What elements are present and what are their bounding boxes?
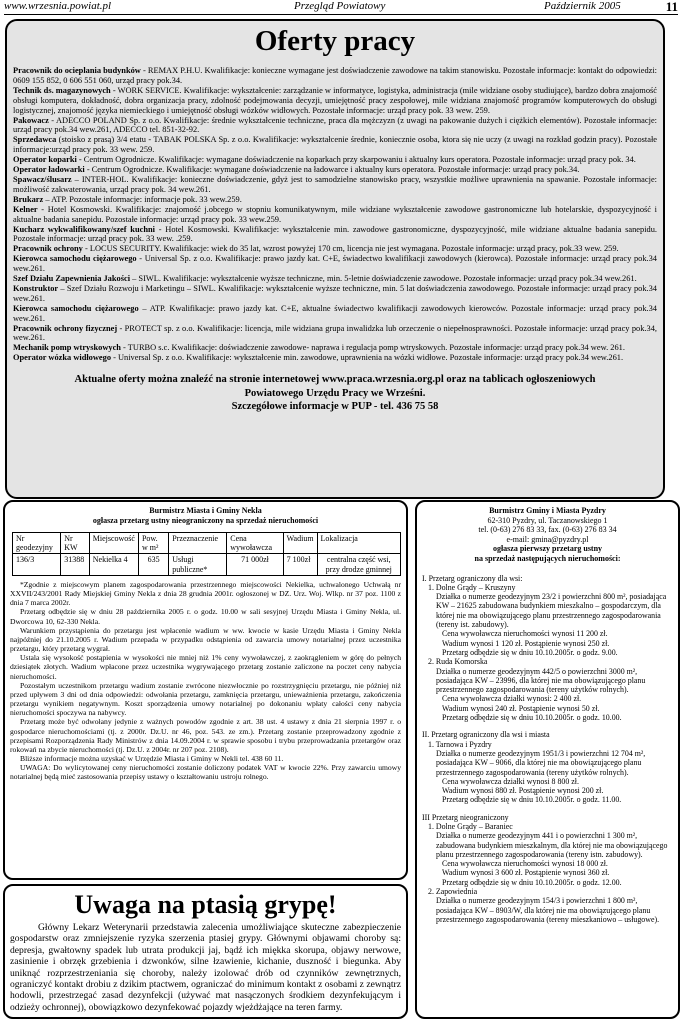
offer-item — [13, 205, 657, 225]
offer-details: - Hotel Kosmowski. Kwalifikacje: znajomość j.obcego w stopniu komunikatywnym, mile widziane wykształcenie zawodowe gastronomiczne lub hotelarskie, dyspozycyjność i aktualne badania sanepidu. Pozostałe informacje: urząd pracy pok. 33 wew.259. — [13, 204, 657, 224]
offer-item — [13, 165, 657, 175]
offers-footer-line: Powiatowego Urzędu Pracy we Wrześni. — [244, 387, 426, 399]
pyzdry-line: I. Przetarg ograniczony dla wsi: — [422, 573, 523, 583]
offer-position: Kierowca samochodu ciężarowego — [13, 254, 137, 264]
offer-position: Kierowca samochodu ciężarowego — [13, 303, 139, 313]
offers-footer — [13, 373, 657, 414]
table-header-cell: Lokalizacja — [317, 533, 400, 554]
offer-details: - ADECCO POLAND Sp. z o.o. Kwalifikacje: średnie wykształcenie techniczne, praca dla mężczyzn (z uwagi na pakowanie dużych i ciężkich elementów). Pozostałe informacje: urząd pracy pok.34 wew.261, ADECCO tel. 851-32-92. — [13, 115, 657, 135]
nekla-paragraph: Pozostałym uczestnikom przetargu wadium zostanie zwrócone niezwłocznie po rozstrzygnięciu przetargu, nie później niż przed upływem 3 dni od dnia odpowiedzi: odwołania przetargu, zamknięcia przetargu, unieważnienia przetargu, zakończenia przetargu wynikiem negatywnym. Koszt sporządzenia umowy notarialnej po dokonaniu wpłaty całości ceny nabycia nieruchomości spoczywa na nabywcy. — [10, 680, 401, 718]
offer-position: Kelner — [13, 204, 38, 214]
offer-item — [13, 86, 657, 116]
job-offers-box — [5, 19, 665, 499]
offer-item — [13, 254, 657, 274]
offer-item — [13, 195, 657, 205]
table-cell: Nekielka 4 — [89, 554, 138, 576]
offer-position: Brukarz — [13, 194, 44, 204]
table-header-cell: Cena wywoławcza — [227, 533, 283, 554]
offer-details: – Szef Działu Rozwoju i Marketingu – SIWL. Kwalifikacje: wykształcenie wyższe techniczne, min. 5 lat doświadczenia zawodowego. Pozostałe informacje: urząd pracy pok.34 wew.261. — [13, 283, 657, 303]
offer-position: Konstruktor — [13, 283, 59, 293]
pyzdry-header-line: tel. (0-63) 276 83 33, fax. (0-63) 276 83 34 — [478, 525, 617, 535]
offer-position: Pracownik do ocieplania budynków — [13, 66, 141, 75]
nekla-paragraph: Ustala się wysokość postąpienia w wysokości nie mniej niż 1% ceny wywoławczej, z zaokrągleniem w górę do pełnych dziesiątek złotych. Wadium wpłacone przez uczestnika wygrywającego przetarg zostanie zaliczone na poczet ceny nabycia nieruchomości. — [10, 653, 401, 681]
table-header-cell: Miejscowość — [89, 533, 138, 554]
nekla-body — [10, 580, 401, 781]
pyzdry-line: Działka o numerze geodezyjnym 23/2 i powierzchni 800 m², posiadająca KW – 21625 zabudowana budynkiem mieszkalno – gospodarczym, dla której nie ma obowiązującego planu przestrzennego zagospodarowania (tereny ist. zabudowy). — [436, 592, 667, 630]
pyzdry-line: Przetarg odbędzie się w dniu 10.10.2005r. o godz. 11.00. — [442, 795, 622, 805]
nekla-paragraph: Przetarg może być odwołany jedynie z ważnych powodów zgodnie z art. 38 ust. 4 ustawy z dnia 21 sierpnia 1997 r. o gospodarce nieruchomościami (tj. z 2000r. Dz.U. nr 46, poz. 543. ze zm.). Przetarg zostanie przeprowadzony zgodnie z przepisami Rozporządzenia Rady Ministrów z dnia 14.09.2004 r. w sprawie sposobu i trybu przeprowadzania przetargów oraz rokowań na zbycie nieruchomości (tj. Dz.U. z 2004r. nr 207 poz. 2108). — [10, 717, 401, 754]
table-cell: 136/3 — [13, 554, 61, 576]
offer-details: - Centrum Ogrodnicze. Kwalifikacje: wymagane doświadczenie na ładowarce i aktualny kurs operatora. Pozostałe informacje: urząd pracy pok.34. — [84, 165, 580, 175]
pyzdry-line: Wadium wynosi 3 600 zł. Postąpienie wynosi 360 zł. — [442, 868, 610, 878]
nekla-paragraph: Warunkiem przystąpienia do przetargu jest wpłacenie wadium w ww. kwocie w kasie Urzędu Miasta i Gminy Nekla najpóźniej do 21.10.2005 r. Wadium przepada w przypadku odstąpienia od zawarcia umowy notarialnej przez uczestnika przetargu, który przetarg wygrał. — [10, 625, 401, 654]
offer-details: - Hotel Kosmowski. Kwalifikacje: wykształcenie min. zawodowe gastronomiczne, dyspozycyjność, mile widziane aktualne badania sanepidu. Pozostałe informacje: urząd pracy pok. 33 wew. .259. — [13, 224, 657, 244]
bird-flu-notice — [3, 884, 408, 1019]
table-header-cell: Nr KW — [61, 533, 90, 554]
pyzdry-line: Wadium wynosi 240 zł. Postąpienie wynosi 50 zł. — [442, 703, 600, 713]
offer-item — [13, 284, 657, 304]
pyzdry-line: 2. Zapowiednia — [428, 887, 478, 897]
offers-footer-line: Aktualne oferty można znaleźć na stronie internetowej www.praca.wrzesnia.org.pl oraz na tablicach ogłoszeniowych — [74, 374, 596, 386]
table-header-cell: Nr geodezyjny — [13, 533, 61, 554]
offer-item — [13, 66, 657, 86]
offer-details: – INTER-HOL. Kwalifikacje: konieczne doświadczenie, gdyż jest to samodzielne stanowisko pracy, wszystkie możliwe uprawnienia na spawanie. Pozostałe informacje: możliwość zakwaterowania, urząd pracy pok. 34 wew.261. — [13, 174, 657, 194]
pyzdry-line: Wadium wynosi 880 zł. Postąpienie wynosi 200 zł. — [442, 786, 604, 796]
pyzdry-line: Działka o numerze geodezyjnym 154/3 i powierzchni 1 800 m², posiadająca KW – 8903/W, dla której nie ma obowiązującego planu przestrzennego zagospodarowania (tereny mieszkaniowo – usługowe). — [436, 896, 660, 924]
nekla-announcement — [3, 500, 408, 880]
offer-position: Spawacz/ślusarz — [13, 174, 72, 184]
offer-item — [13, 155, 657, 165]
pyzdry-line: III Przetarg nieograniczony — [422, 812, 509, 822]
nekla-paragraph: Przetarg odbędzie się w dniu 28 października 2005 r. o godz. 10.00 w sali sesyjnej Urzędu Miasta i Gminy Nekla, ul. Dworcowa 10, 62-330 Nekla. — [10, 607, 401, 626]
pyzdry-header-line: ogłasza pierwszy przetarg ustny — [492, 544, 603, 554]
pyzdry-line: II. Przetarg ograniczony dla wsi i miasta — [422, 730, 550, 740]
offer-details: - TURBO s.c. Kwalifikacje: doświadczenie zawodowe- naprawa i regulacja pomp wtryskowych. Pozostałe informacje: urząd pracy pok.34 wew. 261. — [120, 343, 625, 353]
offer-details: - PROTECT sp. z o.o. Kwalifikacje: licencja, mile widziana grupa inwalidzka lub orzeczenie o niepełnosprawności. Pozostałe informacje: urząd pracy pok.34, wew.261. — [13, 323, 657, 343]
offer-position: Operator ładowarki — [13, 165, 85, 175]
offer-details: - Universal Sp. z o.o. Kwalifikacje: prawo jazdy kat. C+E, świadectwo kwalifikacji zawodowych (kierowca). Pozostałe informacje: urząd pracy pok.34 wew.261. — [13, 254, 657, 274]
bird-flu-title: Uwaga na ptasią grypę! — [74, 890, 337, 919]
pyzdry-header-line: Burmistrz Gminy i Miasta Pyzdry — [489, 506, 606, 515]
offer-details: - Universal Sp. z o.o. Kwalifikacje: wykształcenie min. zawodowe, uprawnienia na wózki widłowe. Pozostałe informacje: urząd pracy pok.34 wew.261. — [111, 353, 624, 363]
pyzdry-header — [422, 506, 673, 564]
offer-position: Szef Działu Zapewnienia Jakości — [13, 274, 131, 284]
nekla-paragraph: Bliższe informacje można uzyskać w Urzędzie Miasta i Gminy w Nekli tel. 438 60 11. — [20, 753, 284, 763]
offer-position: Pakowacz — [13, 115, 49, 125]
offer-position: Operator wózka widłowego — [13, 353, 112, 363]
offer-details: - WORK SERVICE. Kwalifikacje: wykształcenie: zarządzanie w informatyce, logistyka, administracja (mile widziane osoby studiujące), bardzo dobra znajomość obsługi komputera, dokładność, dobra organizacja pracy, zdolność podejmowania decyzji, umiejętność pracy zespołowej, mile widziana znajomość programów komputerowych do obsługi logistycznej, znajomość języka niemieckiego i umiejętność obsługi wózków widłowych. Pozostałe informacje: urząd pracy pok. 33 wew. 259. — [13, 85, 657, 115]
offer-item — [13, 324, 657, 344]
pyzdry-line: Działka o numerze geodezyjnym 1951/3 i powierzchni 12 704 m², posiadająca KW – 9066, dla której nie ma obowiązującego planu przestrzennego zagospodarowania (tereny użytków rolnych). — [436, 748, 646, 777]
offer-details: (stoisko z prasą) 3/4 etatu - TABAK POLSKA Sp. z o.o. Kwalifikacje: wykształcenie średnie, koniecznie osoba, ktora się nie uczy (z uwagi na rozkład godzin pracy). Pozostałe informacje:urząd pracy pok. 33 wew. 259. — [13, 135, 657, 155]
pyzdry-announcement — [415, 500, 680, 1019]
table-header-row — [13, 533, 401, 554]
offer-item — [13, 343, 657, 353]
pyzdry-header-line: na sprzedaż następujących nieruchomości: — [474, 553, 621, 563]
pyzdry-line: Cena wywoławcza działki wynosi 8 800 zł. — [442, 776, 579, 786]
table-row — [13, 554, 401, 576]
table-cell: 7 100zł — [283, 554, 317, 576]
table-header-cell: Pow. w m² — [138, 533, 168, 554]
nekla-paragraph: UWAGA: Do wylicytowanej ceny nieruchomości zostanie doliczony podatek VAT w kwocie 22%. Przy zawarciu umowy notarialnej będą mieć zastosowania przepisy ustawy o kształtowaniu ustroju rolnego. — [10, 763, 401, 782]
offer-position: Sprzedawca — [13, 135, 57, 145]
offer-item — [13, 225, 657, 245]
offer-details: - REMAX P.H.U. Kwalifikacje: konieczne wymagane jest doświadczenie zawodowe na takim stanowisku. Pozostałe informacje: kontakt do odpowiedzi: 0609 155 852, 0 606 551 060, urząd pracy pok.34. — [13, 66, 657, 85]
pyzdry-line: Przetarg odbędzie się w dniu 10.10.2005r. o godz. 12.00. — [442, 877, 622, 887]
nekla-subtitle: ogłasza przetarg ustny nieograniczony na sprzedaż nieruchomości — [92, 516, 319, 525]
pyzdry-header-line: e-mail: gmina@pyzdry.pl — [506, 534, 589, 544]
offer-item — [13, 175, 657, 195]
pyzdry-line: Cena wywoławcza nieruchomości wynosi 11 200 zł. — [442, 629, 608, 639]
offer-details: – SIWL. Kwalifikacje: wykształcenie wyższe techniczne, min. 5-letnie doświadczenie zawodowe. Pozostałe informacje: urząd pracy pok.34 wew.261. — [130, 274, 637, 284]
page-header — [4, 0, 678, 15]
pyzdry-line: Cena wywoławcza nieruchomości wynosi 18 000 zł. — [442, 859, 608, 869]
pyzdry-line: Cena wywoławcza działki wynosi: 2 400 zł. — [442, 694, 582, 704]
table-cell: 635 — [138, 554, 168, 576]
offer-item — [13, 274, 657, 284]
offer-details: – ATP. Pozostałe informacje: informacje pok. 33 wew.259. — [43, 194, 242, 204]
offer-position: Technik ds. magazynowych — [13, 85, 111, 95]
newspaper-name: Przegląd Powiatowy — [294, 0, 386, 12]
pyzdry-line: 1. Dolne Grądy – Baraniec — [428, 821, 513, 831]
offer-item — [13, 244, 657, 254]
table-header-cell: Przeznaczenie — [169, 533, 227, 554]
pyzdry-body — [422, 574, 673, 925]
nekla-paragraph: *Zgodnie z miejscowym planem zagospodarowania przestrzennego miejscowości Nekielka, uchwalonego Uchwałą nr XXVII/243/2001 Rady Miejskiej Gminy Nekla z dnia 28 grudnia 2001r. ogłoszonej w DZ. Urz. Woj. Wlkp. nr 37 poz. 1100 z dnia 7 marca 2002r. — [10, 580, 401, 608]
site-url: www.wrzesnia.powiat.pl — [4, 0, 112, 12]
pyzdry-spacer — [422, 722, 673, 730]
table-header-cell: Wadium — [283, 533, 317, 554]
offer-position: Pracownik ochrony — [13, 244, 83, 254]
offer-position: Operator koparki — [13, 155, 77, 165]
issue-date: Październik 2005 — [544, 0, 621, 12]
offer-item — [13, 135, 657, 155]
property-table — [12, 532, 401, 576]
table-cell: 71 000zł — [227, 554, 283, 576]
pyzdry-line: Wadium wynosi 1 120 zł. Postąpienie wynosi 250 zł. — [442, 638, 610, 648]
offer-item — [13, 353, 657, 363]
offer-position: Pracownik ochrony fizycznej — [13, 323, 118, 333]
table-cell: centralna część wsi, przy drodze gminnej — [317, 554, 400, 576]
offer-item — [13, 116, 657, 136]
pyzdry-line: Działka o numerze geodezyjnym 441 i o powierzchni 1 300 m², zabudowana budynkiem mieszkalnym, dla której nie ma obowiązującego planu przestrzennego zagospodarowania (tereny istn. zabudowy). — [436, 831, 668, 859]
pyzdry-line: Przetarg odbędzie się w dniu 10.10.2005r. o godz. 9.00. — [442, 647, 618, 657]
offer-details: - LOCUS SECURITY. Kwalifikacje: wiek do 35 lat, wzrost powyżej 170 cm, licencja nie jest wymagana. Pozostałe informacje: urząd pracy, pok.33 wew. 259. — [82, 244, 619, 254]
page-number: 11 — [665, 0, 678, 14]
table-cell: 31388 — [61, 554, 90, 576]
offers-title: Oferty pracy — [254, 25, 416, 57]
nekla-title: Burmistrz Miasta i Gminy Nekla — [149, 506, 262, 515]
pyzdry-line: 1. Tarnowa i Pyzdry — [428, 739, 492, 749]
pyzdry-line: 2. Ruda Komorska — [428, 657, 488, 667]
table-cell: Usługi publiczne* — [169, 554, 227, 576]
pyzdry-line: Działka o numerze geodezyjnym 442/5 o powierzchni 3000 m², posiadająca KW – 23996, dla której nie ma obowiązującego planu przestrzennego zagospodarowania (tereny użytków rolnych). — [436, 666, 646, 695]
pyzdry-header-line: 62-310 Pyzdry, ul. Taczanowskiego 1 — [487, 515, 608, 525]
pyzdry-spacer — [422, 805, 673, 813]
offers-list — [13, 66, 657, 363]
offer-details: - Centrum Ogrodnicze. Kwalifikacje: wymagane doświadczenie na koparkach przy skarpowaniu i aktualny kurs operatora. Pozostałe informacje: urząd pracy pok. 34. — [76, 155, 636, 165]
bird-flu-text: Główny Lekarz Weterynarii przedstawia zalecenia umożliwiające skuteczne zabezpieczenie gospodarstw oraz zmniejszenie ryzyka szerzenia ptasiej grypy. Głównymi objawami choroby są: depresja, gwałtowny spadek lub utrata produkcji jaj, bądź ich miękka skorupa, objawy nerwowe, zasinienie i obrzęk grzebienia i dzwonków, silne łzawienie, kichanie, duszność i biegunka. Aby uniknąć rozprzestrzeniania się choroby, należy izolować drób od czynników zewnętrznych, ograniczyć kontakt drobiu z dzikim ptactwem, ograniczać do minimum kontakt z osobami z zewnątrz hodowli, przestrzegać zasad dezynfekcji (używać mat nasączonych środkiem dezynfekującym i odzieży ochronnej), obowiązkowo dezynfekować pojazdy wjeżdżające na teren farmy. — [10, 922, 401, 1013]
offer-position: Kucharz wykwalifikowany/szef kuchni — [13, 224, 155, 234]
pyzdry-line: Przetarg odbędzie się w dniu 10.10.2005r. o godz. 10.00. — [442, 713, 622, 723]
offer-details: – ATP. Kwalifikacje: prawo jazdy kat. C+E, aktualne świadectwo kwalifikacji zawodowych kierowców. Pozostałe informacje: urząd pracy pok.34 wew.261. — [13, 303, 657, 323]
offer-position: Mechanik pomp wtryskowych — [13, 343, 121, 353]
offers-footer-line: Szczegółowe informacje w PUP - tel. 436 75 58 — [231, 401, 439, 413]
pyzdry-line: 1. Dolne Grądy – Kruszyny — [428, 582, 516, 592]
offer-item — [13, 304, 657, 324]
